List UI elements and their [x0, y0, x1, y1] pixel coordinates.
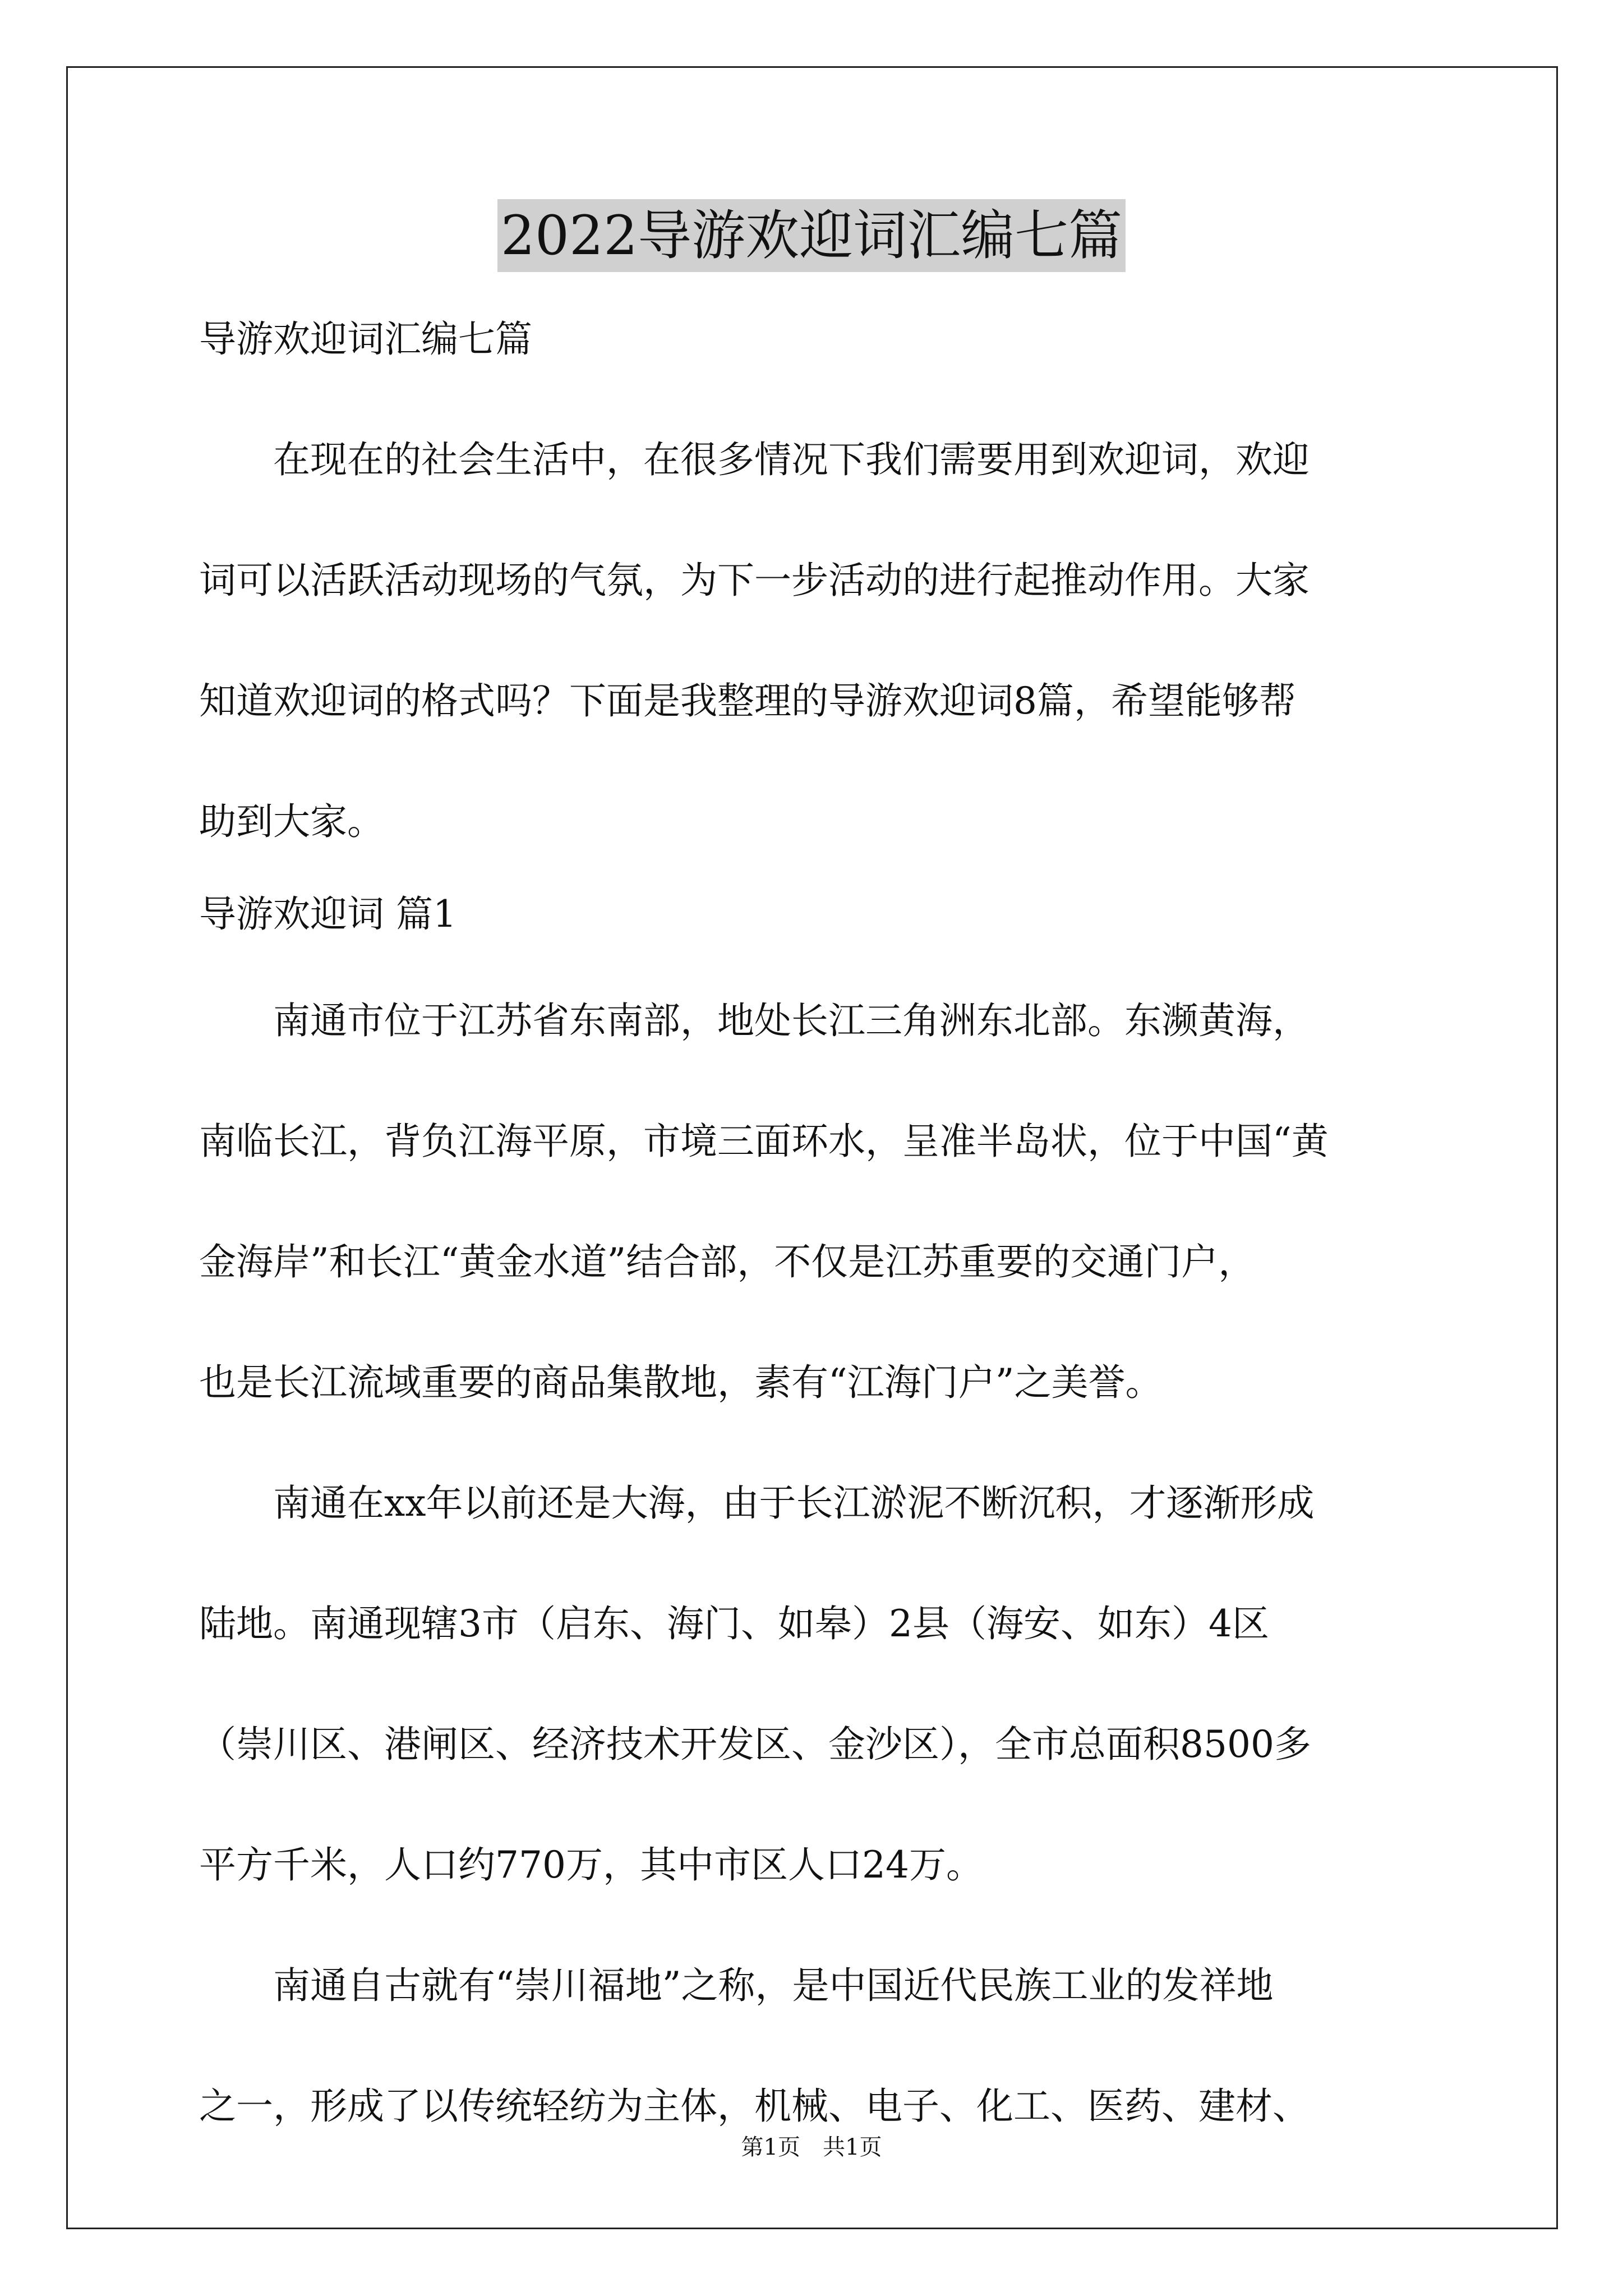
paragraph-line: 陆地。南通现辖3市（启东、海门、如皋）2县（海安、如东）4区	[199, 1602, 1269, 1645]
paragraph-line: 金海岸”和长江“黄金水道”结合部，不仅是江苏重要的交通门户，	[199, 1240, 1256, 1283]
paragraph-line: 之一，形成了以传统轻纺为主体，机械、电子、化工、医药、建材、	[199, 2085, 1310, 2128]
paragraph-line: 知道欢迎词的格式吗？下面是我整理的导游欢迎词8篇，希望能够帮	[199, 679, 1296, 723]
paragraph-line: 也是长江流域重要的商品集散地，素有“江海门户”之美誉。	[199, 1361, 1163, 1404]
paragraph-line: 南通自古就有“崇川福地”之称，是中国近代民族工业的发祥地	[199, 1964, 1274, 2007]
document-title-container	[0, 199, 1623, 272]
subtitle-line: 导游欢迎词汇编七篇	[199, 318, 532, 361]
section-heading: 导游欢迎词 篇1	[199, 892, 457, 936]
paragraph-line: 南临长江，背负江海平原，市境三面环水，呈准半岛状，位于中国“黄	[199, 1120, 1329, 1163]
paragraph-line: 南通在xx年以前还是大海，由于长江淤泥不断沉积，才逐渐形成	[199, 1481, 1315, 1525]
paragraph-line: 助到大家。	[199, 800, 384, 843]
paragraph-line: 词可以活跃活动现场的气氛，为下一步活动的进行起推动作用。大家	[199, 559, 1310, 602]
paragraph-line: （崇川区、港闸区、经济技术开发区、金沙区），全市总面积8500多	[199, 1723, 1311, 1766]
page-footer: 第1页 共1页	[741, 2134, 882, 2160]
paragraph-line: 平方千米，人口约770万，其中市区人口24万。	[199, 1843, 983, 1887]
paragraph-line: 南通市位于江苏省东南部，地处长江三角洲东北部。东濒黄海，	[199, 999, 1310, 1042]
paragraph-line: 在现在的社会生活中，在很多情况下我们需要用到欢迎词，欢迎	[199, 438, 1310, 481]
document-title: 2022导游欢迎词汇编七篇	[497, 199, 1126, 272]
